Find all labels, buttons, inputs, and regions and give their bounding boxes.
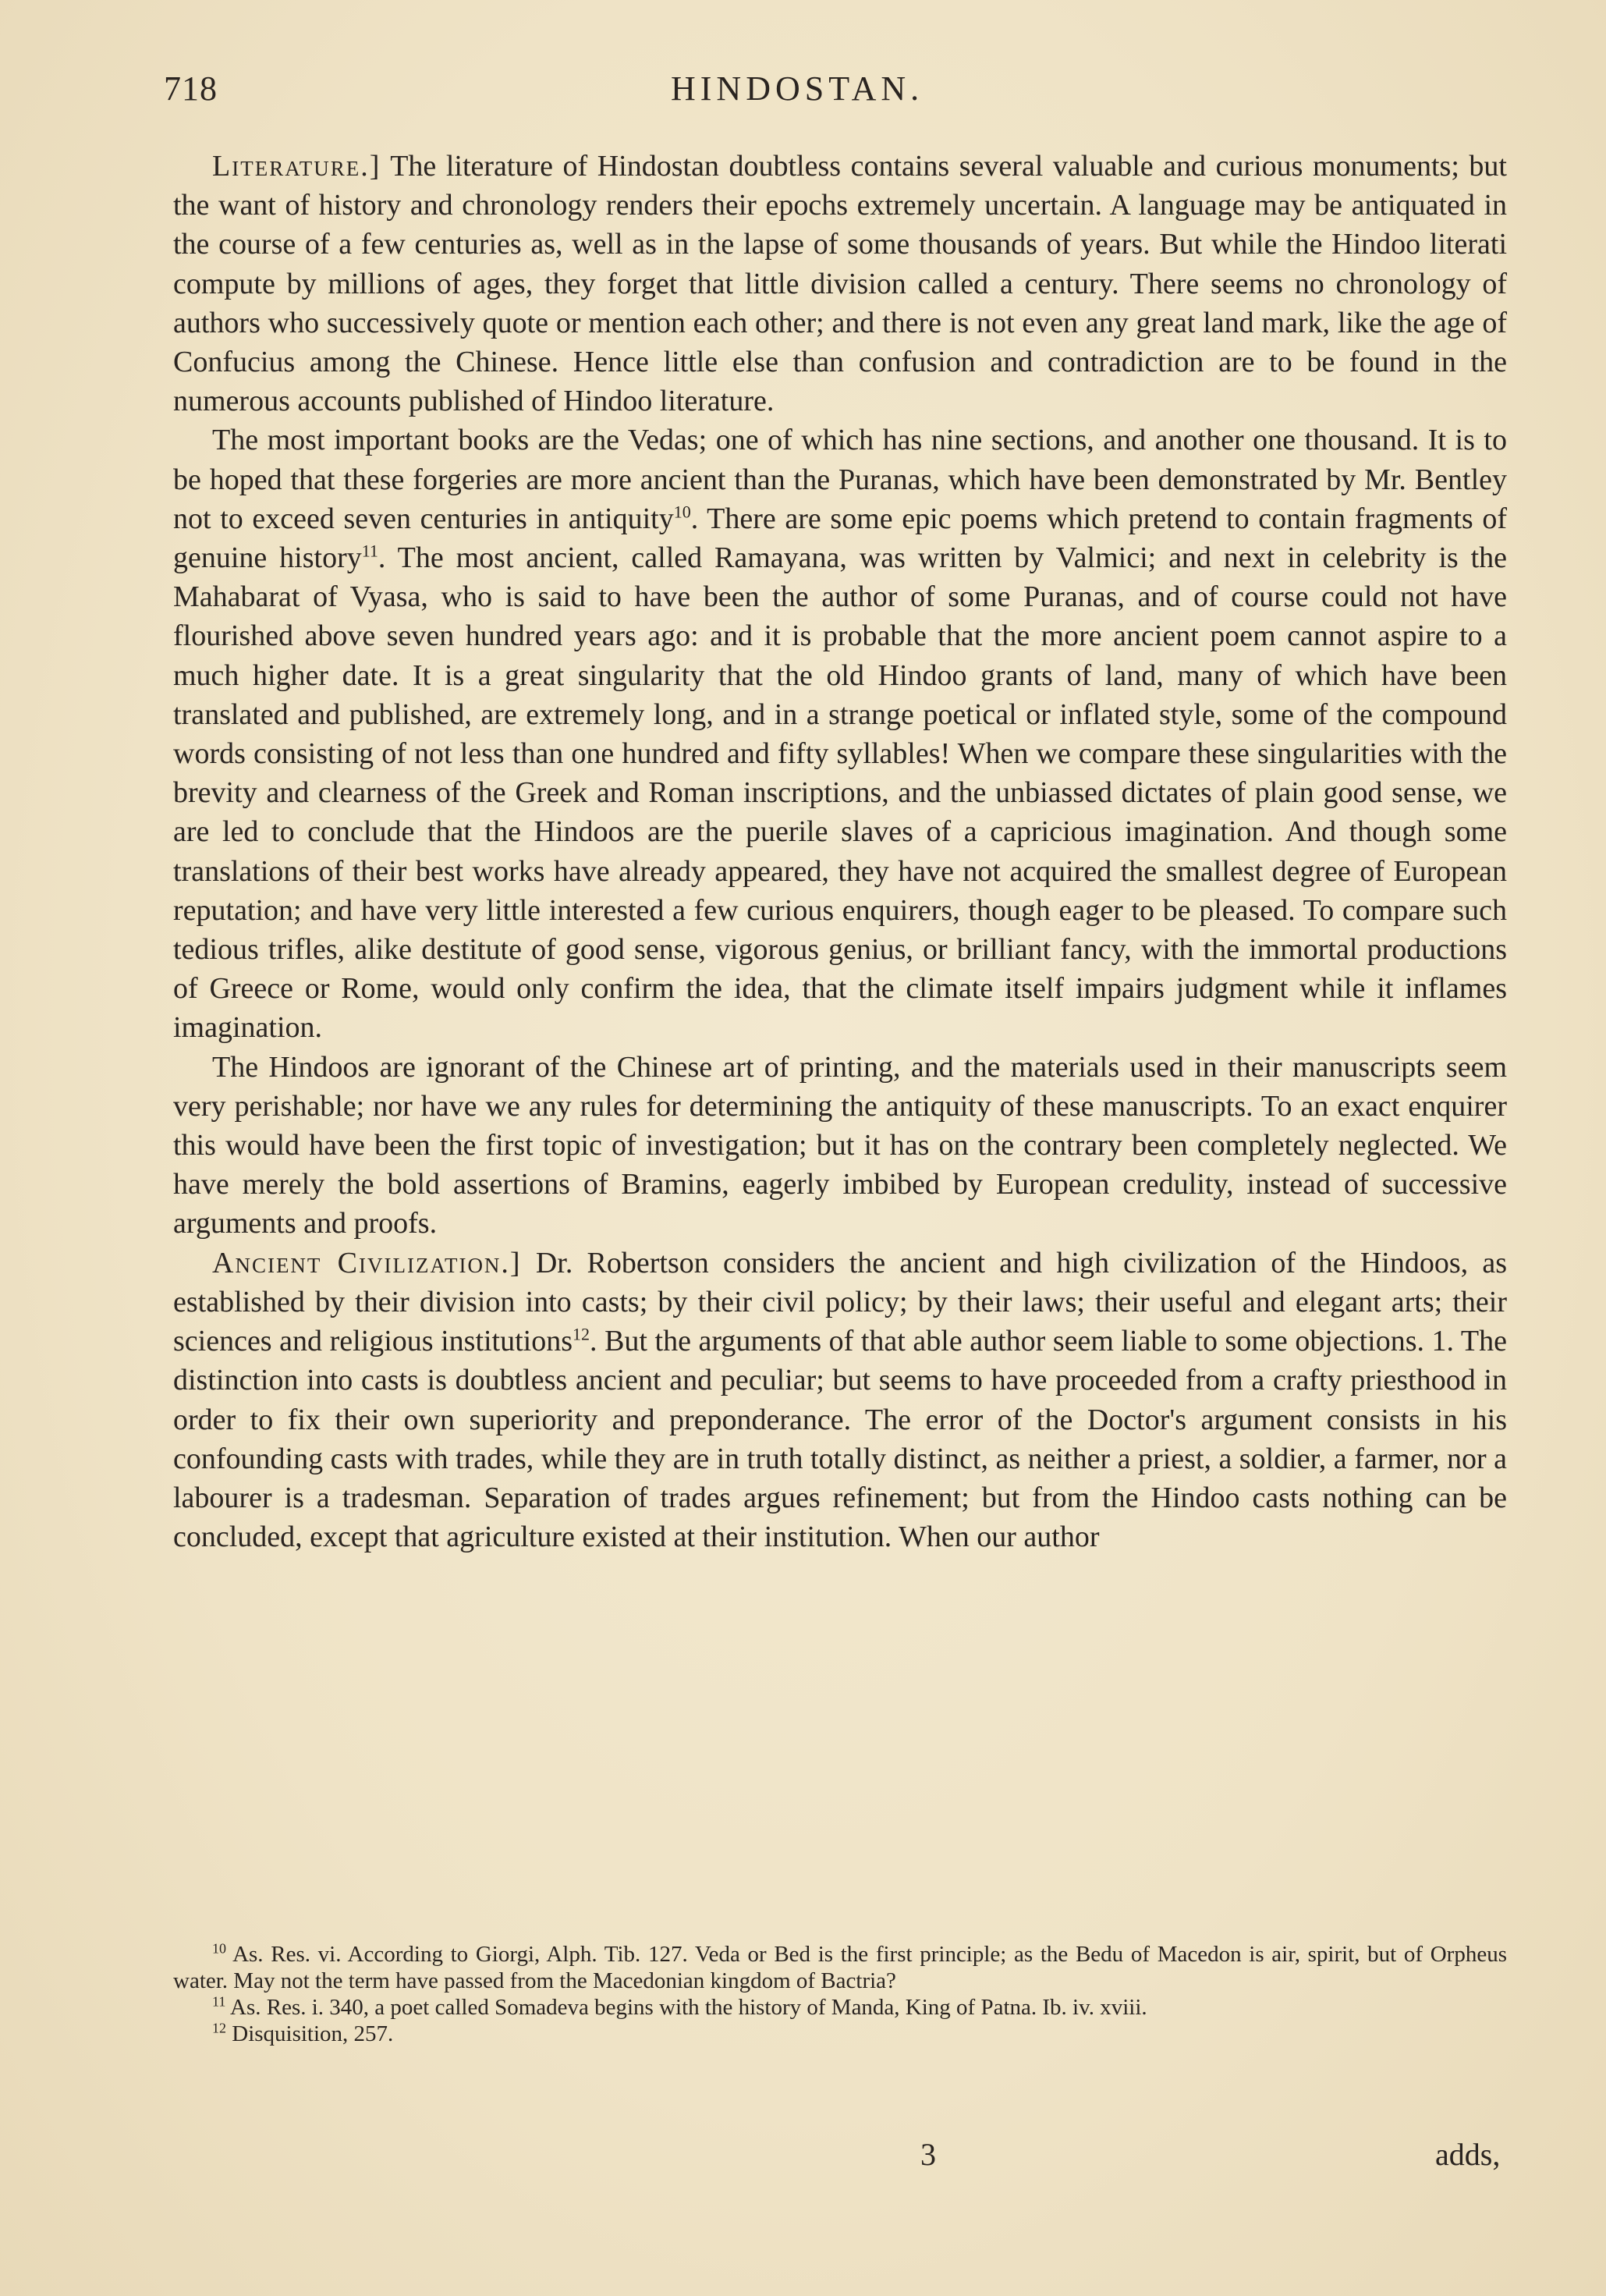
paragraph-text: The literature of Hindostan doubtless contains several valuable and curious monuments; but the want of history and chronology renders their epochs extremely uncertain. A language may be antiquated in the course of a few centuries as, well as in the lapse of some thousands of years. But while the Hindoo literati compute by millions of ages, they forget that little division called a century. There seems no chronology of authors who successively quote or mention each other; and there is not even any great land mark, like the age of Confucius among the Chinese. Hence little else than confusion and contradiction are to be found in the numerous accounts published of Hindoo literature. [173,150,1507,418]
catchword: adds, [1435,2137,1501,2172]
section-heading-literature: Literature.] [212,150,381,183]
paragraph-text: The most important books are the Vedas; one of which has nine sections, and another one thousand. It is to be hoped that these forgeries are more ancient than the Puranas, which have been demonstrated by Mr. Bentley not to exceed seven centuries in antiquity [173,424,1507,535]
paragraph-text: . There are some epic poems which pretend to contain fragments of genuine history [173,502,1508,575]
footnote-mark: 11 [212,1993,226,2010]
footnote-12 [173,2021,1507,2047]
paragraph-text: . The most ancient, called Ramayana, was written by Valmici; and next in celebrity is the Mahabarat of Vyasa, who is said to have been the author of some Puranas, and of course could not have flourished above seven hundred years ago: and it is probable that the more ancient poem cannot aspire to a much higher date. It is a great singularity that the old Hindoo grants of land, many of which have been translated and published, are extremely long, and in a strange poetical or inflated style, some of the compound words consisting of not less than one hundred and fifty syllables! When we compare these singularities with the brevity and clearness of the Greek and Roman inscriptions, and the unbiassed dictates of plain good sense, we are led to conclude that the Hindoos are the puerile slaves of a capricious imagination. And though some translations of their best works have already appeared, they have not acquired the smallest degree of European reputation; and have very little interested a few curious enquirers, though eager to be pleased. To compare such tedious trifles, alike destitute of good sense, vigorous genius, or brilliant fancy, with the immortal productions of Greece or Rome, would only confirm the idea, that the climate itself impairs judgment while it inflames imagination. [173,541,1507,1045]
footnote-mark: 10 [212,1940,226,1957]
section-heading-civilization: Ancient Civilization.] [212,1246,522,1279]
footnote-ref-11: 11 [361,541,378,561]
paragraph-printing: The Hindoos are ignorant of the Chinese art of printing, and the materials used in their manuscripts seem very perishable; nor have we any rules for determining the antiquity of these manuscripts. To an exact enquirer this would have been the first topic of investigation; but it has on the contrary been completely neglected. We have merely the bold assertions of Bramins, eagerly imbibed by European credulity, instead of successive arguments and proofs. [173,1050,1507,1240]
footnote-text: Disquisition, 257. [232,2021,394,2046]
page-header [164,69,1490,115]
footnote-ref-12: 12 [573,1324,590,1344]
paragraph-text: . But the arguments of that able author seem liable to some objections. 1. The distinction into casts is doubtless ancient and peculiar; but seems to have proceeded from a crafty priesthood in order to fix their own superiority and preponderance. The error of the Doctor's argument consists in his confounding casts with trades, while they are in truth totally distinct, as neither a priest, a soldier, a farmer, nor a labourer is a tradesman. Separation of trades argues refinement; but from the Hindoo casts nothing can be concluded, except that agriculture existed at their institution. When our author [173,1325,1507,1554]
footnote-mark: 12 [212,2020,226,2036]
signature-mark: 3 [920,2137,936,2172]
paragraph-vedas [173,421,1507,1047]
footnote-11 [173,1994,1507,2021]
paragraph-literature [173,147,1507,421]
footnote-ref-10: 10 [673,502,691,522]
footnote-10 [173,1941,1507,1994]
footnote-text: As. Res. vi. According to Giorgi, Alph. Tib. 127. Veda or Bed is the first principle; as the Bedu of Macedon is air, spirit, but of Orpheus water. May not the term have passed from the Macedonian kingdom of Bactria? [173,1942,1507,1993]
running-head: HINDOSTAN. [671,69,924,108]
paragraph-text: Dr. Robertson considers the ancient and high civilization of the Hindoos, as established by their division into casts; by their civil policy; by their laws; their useful and elegant arts; their sciences and religious institutions [173,1246,1508,1358]
footnotes [173,1941,1507,2047]
paragraph-civilization [173,1244,1507,1557]
page-number: 718 [164,69,218,108]
main-text [173,147,1507,1556]
footnote-text: As. Res. i. 340, a poet called Somadeva begins with the history of Manda, King of Patna. Ib. iv. xviii. [230,1995,1147,2020]
